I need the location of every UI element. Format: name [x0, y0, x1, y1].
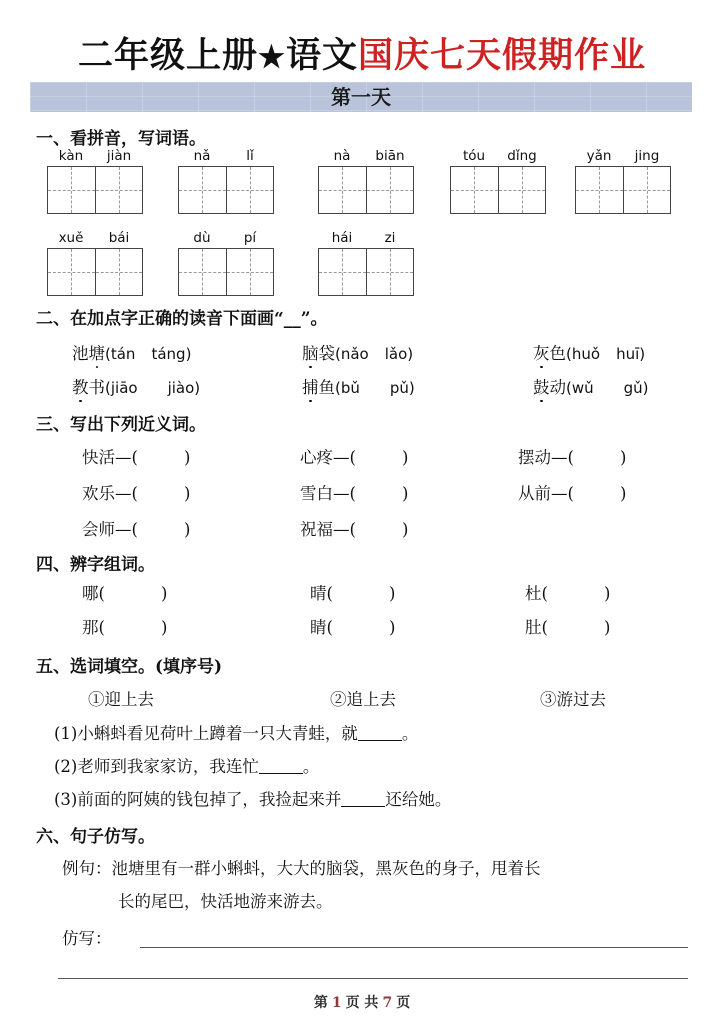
dotted-char: 塘: [89, 340, 106, 364]
imitation-label-row: [62, 925, 112, 949]
pinyin-option[interactable]: tán: [110, 345, 136, 363]
pinyin-option[interactable]: jiāo: [110, 379, 138, 397]
pinyin-option[interactable]: lǎo: [384, 345, 408, 363]
question-number: (2): [54, 757, 78, 776]
pinyin-row: [178, 230, 274, 246]
pinyin-option[interactable]: huǒ: [571, 345, 601, 363]
question-text-after: 。: [302, 757, 320, 776]
pinyin-syllable: dù: [193, 230, 211, 246]
pinyin-options: (nǎo lǎo): [335, 345, 414, 363]
question-number: (1): [54, 724, 78, 743]
example-line: [118, 888, 333, 912]
pinyin-syllable: pí: [243, 230, 257, 246]
pronunciation-item[interactable]: [72, 340, 191, 364]
char-glyph: 杜: [525, 584, 542, 603]
page-footer: [0, 992, 724, 1012]
fill-question[interactable]: [54, 786, 451, 810]
example-line: [62, 855, 541, 879]
tianzige-boxes[interactable]: [178, 166, 274, 214]
tianzige-cell[interactable]: [226, 167, 273, 213]
pinyin-option[interactable]: pǔ: [389, 379, 409, 397]
title-red-suffix: 国庆七天假期作业: [357, 35, 646, 76]
tianzige-boxes[interactable]: [178, 248, 274, 296]
dotted-char: 灰: [533, 340, 550, 364]
tianzige-cell[interactable]: [576, 167, 623, 213]
fill-question[interactable]: [54, 753, 319, 777]
tianzige-boxes[interactable]: [47, 166, 143, 214]
synonym-word: 摆动: [518, 448, 551, 467]
pinyin-group: [47, 230, 143, 296]
pinyin-options: (wǔ gǔ): [566, 379, 649, 397]
footer-page-number: 1: [331, 995, 342, 1011]
word-suffix: 袋: [318, 344, 335, 363]
pinyin-syllable: jiàn: [106, 148, 132, 164]
pinyin-row: [178, 148, 274, 164]
tianzige-cell[interactable]: [179, 249, 226, 295]
pinyin-group: [47, 148, 143, 214]
pinyin-group: [178, 230, 274, 296]
pinyin-row: [47, 148, 143, 164]
pinyin-row: [318, 230, 414, 246]
word-suffix: 色: [549, 344, 566, 363]
synonym-word: 心疼: [300, 448, 333, 467]
synonym-item[interactable]: 雪白—( ): [300, 484, 409, 503]
tianzige-cell[interactable]: [95, 167, 142, 213]
tianzige-cell[interactable]: [451, 167, 498, 213]
pinyin-group: [450, 148, 546, 214]
char-word-item[interactable]: 睛( ): [310, 618, 396, 637]
dotted-char: 鼓: [533, 374, 550, 398]
question-text-before: 老师到我家家访，我连忙: [77, 757, 259, 776]
pinyin-syllable: xuě: [58, 230, 84, 246]
synonym-word: 会师: [82, 520, 115, 539]
answer-blank[interactable]: [358, 740, 402, 741]
tianzige-cell[interactable]: [498, 167, 545, 213]
synonym-word: 快活: [82, 448, 115, 467]
synonym-item[interactable]: 欢乐—( ): [82, 484, 191, 503]
synonym-item[interactable]: 从前—( ): [518, 484, 627, 503]
tianzige-boxes[interactable]: [47, 248, 143, 296]
section-5-heading: 五、选词填空。(填序号): [36, 657, 223, 677]
pinyin-row: [575, 148, 671, 164]
tianzige-boxes[interactable]: [318, 166, 414, 214]
pinyin-syllable: hái: [331, 230, 353, 246]
pinyin-group: [178, 148, 274, 214]
synonym-item[interactable]: 心疼—( ): [300, 448, 409, 467]
question-text-before: 前面的阿姨的钱包掉了，我捡起来并: [77, 790, 342, 809]
example-text-line1: 池塘里有一群小蝌蚪，大大的脑袋，黑灰色的身子，甩着长: [111, 859, 541, 878]
synonym-item[interactable]: 祝福—( ): [300, 520, 409, 539]
fill-option[interactable]: ③游过去: [540, 690, 606, 709]
pronunciation-item[interactable]: [72, 374, 200, 398]
tianzige-cell[interactable]: [48, 249, 95, 295]
section-2-heading: 二、在加点字正确的读音下面画“__”。: [36, 309, 328, 329]
pronunciation-item[interactable]: [302, 340, 413, 364]
tianzige-cell[interactable]: [319, 167, 366, 213]
dotted-char: 捕: [302, 374, 319, 398]
footer-total-pages: 7: [382, 995, 393, 1011]
title-black-mid: 语文: [285, 35, 358, 76]
pronunciation-item[interactable]: [302, 374, 415, 398]
imitation-label: 仿写：: [62, 929, 112, 948]
question-text-after: 还给她。: [385, 790, 452, 809]
day-band-label: 第一天: [331, 85, 391, 109]
pinyin-option[interactable]: bǔ: [340, 379, 360, 397]
tianzige-cell[interactable]: [226, 249, 273, 295]
char-word-item[interactable]: 肚( ): [525, 618, 611, 637]
section-3-heading: 三、写出下列近义词。: [36, 415, 206, 435]
page-title: [30, 28, 694, 78]
fill-question[interactable]: [54, 720, 418, 744]
pinyin-syllable: jing: [634, 148, 660, 164]
pinyin-syllable: dǐng: [507, 148, 537, 164]
dotted-char: 教: [72, 374, 89, 398]
tianzige-cell[interactable]: [319, 249, 366, 295]
question-text-before: 小蝌蚪看见荷叶上蹲着一只大青蛙，就: [77, 724, 358, 743]
char-glyph: 那: [82, 618, 99, 637]
pinyin-option[interactable]: jiào: [167, 379, 195, 397]
footer-prefix: 第: [313, 995, 328, 1011]
pinyin-options: (bǔ pǔ): [335, 379, 415, 397]
char-glyph: 哪: [82, 584, 99, 603]
pronunciation-item[interactable]: [533, 374, 649, 398]
synonym-word: 祝福: [300, 520, 333, 539]
tianzige-boxes[interactable]: [318, 248, 414, 296]
char-word-item[interactable]: 杜( ): [525, 584, 611, 603]
synonym-item[interactable]: 摆动—( ): [518, 448, 627, 467]
synonym-item[interactable]: 会师—( ): [82, 520, 191, 539]
pinyin-group: [575, 148, 671, 214]
tianzige-cell[interactable]: [623, 167, 670, 213]
tianzige-cell[interactable]: [366, 167, 413, 213]
pinyin-syllable: zi: [384, 230, 396, 246]
pinyin-option[interactable]: táng: [151, 345, 186, 363]
char-word-item[interactable]: 晴( ): [310, 584, 396, 603]
section-4-heading: 四、辨字组词。: [36, 555, 155, 575]
char-word-item[interactable]: 那( ): [82, 618, 168, 637]
star-icon: ★: [258, 40, 286, 75]
pinyin-option[interactable]: huī: [616, 345, 640, 363]
char-glyph: 肚: [525, 618, 542, 637]
section-1-heading: 一、看拼音，写词语。: [36, 129, 206, 149]
footer-suffix: 页: [396, 995, 411, 1011]
footer-mid: 页 共: [345, 995, 379, 1011]
tianzige-boxes[interactable]: [575, 166, 671, 214]
example-label: 例句：: [62, 859, 112, 878]
pinyin-syllable: bái: [108, 230, 130, 246]
pinyin-row: [47, 230, 143, 246]
tianzige-cell[interactable]: [48, 167, 95, 213]
tianzige-cell[interactable]: [95, 249, 142, 295]
synonym-word: 从前: [518, 484, 551, 503]
pinyin-options: (jiāo jiào): [105, 379, 201, 397]
word-suffix: 鱼: [318, 378, 335, 397]
word-suffix: 书: [88, 378, 105, 397]
tianzige-cell[interactable]: [366, 249, 413, 295]
section-6-heading: 六、句子仿写。: [36, 827, 155, 847]
pinyin-option[interactable]: gǔ: [623, 379, 643, 397]
pinyin-options: (tán táng): [105, 345, 192, 363]
pinyin-syllable: yǎn: [586, 148, 612, 164]
tianzige-cell[interactable]: [179, 167, 226, 213]
tianzige-boxes[interactable]: [450, 166, 546, 214]
synonym-word: 欢乐: [82, 484, 115, 503]
day-band: [30, 82, 692, 112]
char-word-item[interactable]: 哪( ): [82, 584, 168, 603]
pinyin-syllable: nà: [333, 148, 351, 164]
pinyin-syllable: biān: [375, 148, 405, 164]
question-number: (3): [54, 790, 78, 809]
char-glyph: 睛: [310, 618, 327, 637]
word-prefix: 池: [72, 344, 89, 363]
pinyin-option[interactable]: wǔ: [571, 379, 594, 397]
fill-option[interactable]: ②追上去: [330, 690, 396, 709]
char-glyph: 晴: [310, 584, 327, 603]
word-suffix: 动: [549, 378, 566, 397]
pinyin-syllable: nǎ: [193, 148, 211, 164]
question-text-after: 。: [401, 724, 419, 743]
pinyin-syllable: tóu: [462, 148, 486, 164]
fill-option[interactable]: ①迎上去: [88, 690, 154, 709]
example-text-line2: 长的尾巴，快活地游来游去。: [118, 892, 333, 911]
pinyin-group: [318, 148, 414, 214]
answer-rule-line[interactable]: [58, 978, 688, 979]
pinyin-option[interactable]: nǎo: [340, 345, 369, 363]
synonym-item[interactable]: 快活—( ): [82, 448, 191, 467]
answer-blank[interactable]: [259, 773, 303, 774]
answer-blank[interactable]: [341, 806, 385, 807]
pinyin-row: [318, 148, 414, 164]
dotted-char: 脑: [302, 340, 319, 364]
pinyin-group: [318, 230, 414, 296]
title-black-prefix: 二年级上册: [78, 35, 259, 76]
synonym-word: 雪白: [300, 484, 333, 503]
pinyin-options: (huǒ huī): [566, 345, 646, 363]
pinyin-row: [450, 148, 546, 164]
pinyin-syllable: lǐ: [246, 148, 254, 164]
pinyin-syllable: kàn: [58, 148, 84, 164]
pronunciation-item[interactable]: [533, 340, 645, 364]
answer-rule-line[interactable]: [140, 947, 688, 948]
